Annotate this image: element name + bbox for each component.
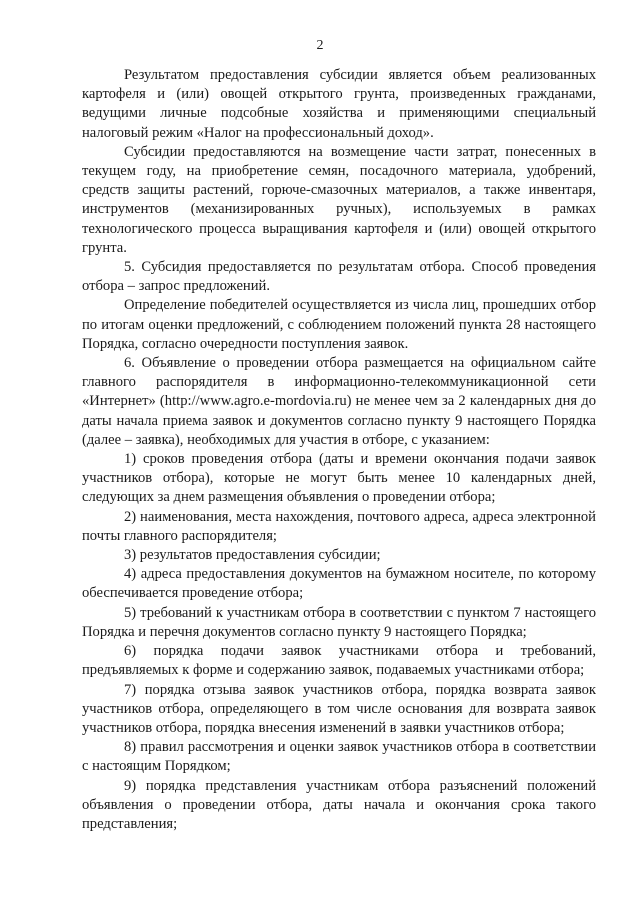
page-number: 2	[316, 38, 324, 53]
list-item-8: 8) правил рассмотрения и оценки заявок участников отбора в соответствии с настоящим Порядком;	[82, 739, 596, 775]
paragraph-result: Результатом предоставления субсидии является объем реализованных картофеля и (или) овощей открытого грунта, произведенных гражданами, ведущими личные подсобные хозяйства и применяющими специальный налоговый режим «Налог на профессиональный доход».	[82, 67, 596, 141]
list-item-6: 6) порядка подачи заявок участниками отбора и требований, предъявляемых к форме и содержанию заявок, подаваемых участниками отбора;	[82, 643, 596, 679]
list-item-2: 2) наименования, места нахождения, почтового адреса, адреса электронной почты главного распорядителя;	[82, 508, 596, 544]
paragraph-item-6: 6. Объявление о проведении отбора размещается на официальном сайте главного распорядителя в информационно-телекоммуникационной сети «Интернет» (http://www.agro.e-mordovia.ru) не менее чем за 2 календарных дня до даты начала приема заявок и документов согласно пункту 9 настоящего Порядка (далее – заявка), необходимых для участия в отборе, с указанием:	[82, 355, 596, 448]
paragraph-item-5: 5. Субсидия предоставляется по результатам отбора. Способ проведения отбора – запрос предложений.	[82, 259, 596, 295]
list-item-4: 4) адреса предоставления документов на бумажном носителе, по которому обеспечивается проведение отбора;	[82, 566, 596, 602]
paragraph-winners: Определение победителей осуществляется из числа лиц, прошедших отбор по итогам оценки предложений, с соблюдением положений пункта 28 настоящего Порядка, согласно очередности поступления заявок.	[82, 297, 596, 352]
list-item-3: 3) результатов предоставления субсидии;	[124, 547, 381, 564]
list-item-1: 1) сроков проведения отбора (даты и времени окончания подачи заявок участников отбора), которые не могут быть менее 10 календарных дней, следующих за днем размещения объявления о проведении отбора;	[82, 451, 596, 506]
list-item-9: 9) порядка представления участникам отбора разъяснений положений объявления о проведении отбора, даты начала и окончания срока такого представления;	[82, 777, 596, 832]
list-item-5: 5) требований к участникам отбора в соответствии с пунктом 7 настоящего Порядка и перечня документов согласно пункту 9 настоящего Порядка;	[82, 604, 596, 640]
document-body	[82, 66, 596, 834]
list-item-7: 7) порядка отзыва заявок участников отбора, порядка возврата заявок участников отбора, определяющего в том числе основания для возврата заявок участников отбора, порядка внесения изменений в заявки участников отбора;	[82, 681, 596, 736]
paragraph-subsidy-costs: Субсидии предоставляются на возмещение части затрат, понесенных в текущем году, на приобретение семян, посадочного материала, удобрений, средств защиты растений, горюче-смазочных материалов, а также инвентаря, инструментов (механизированных ручных), используемых в рамках технологического процесса выращивания картофеля и (или) овощей открытого грунта.	[82, 143, 596, 256]
